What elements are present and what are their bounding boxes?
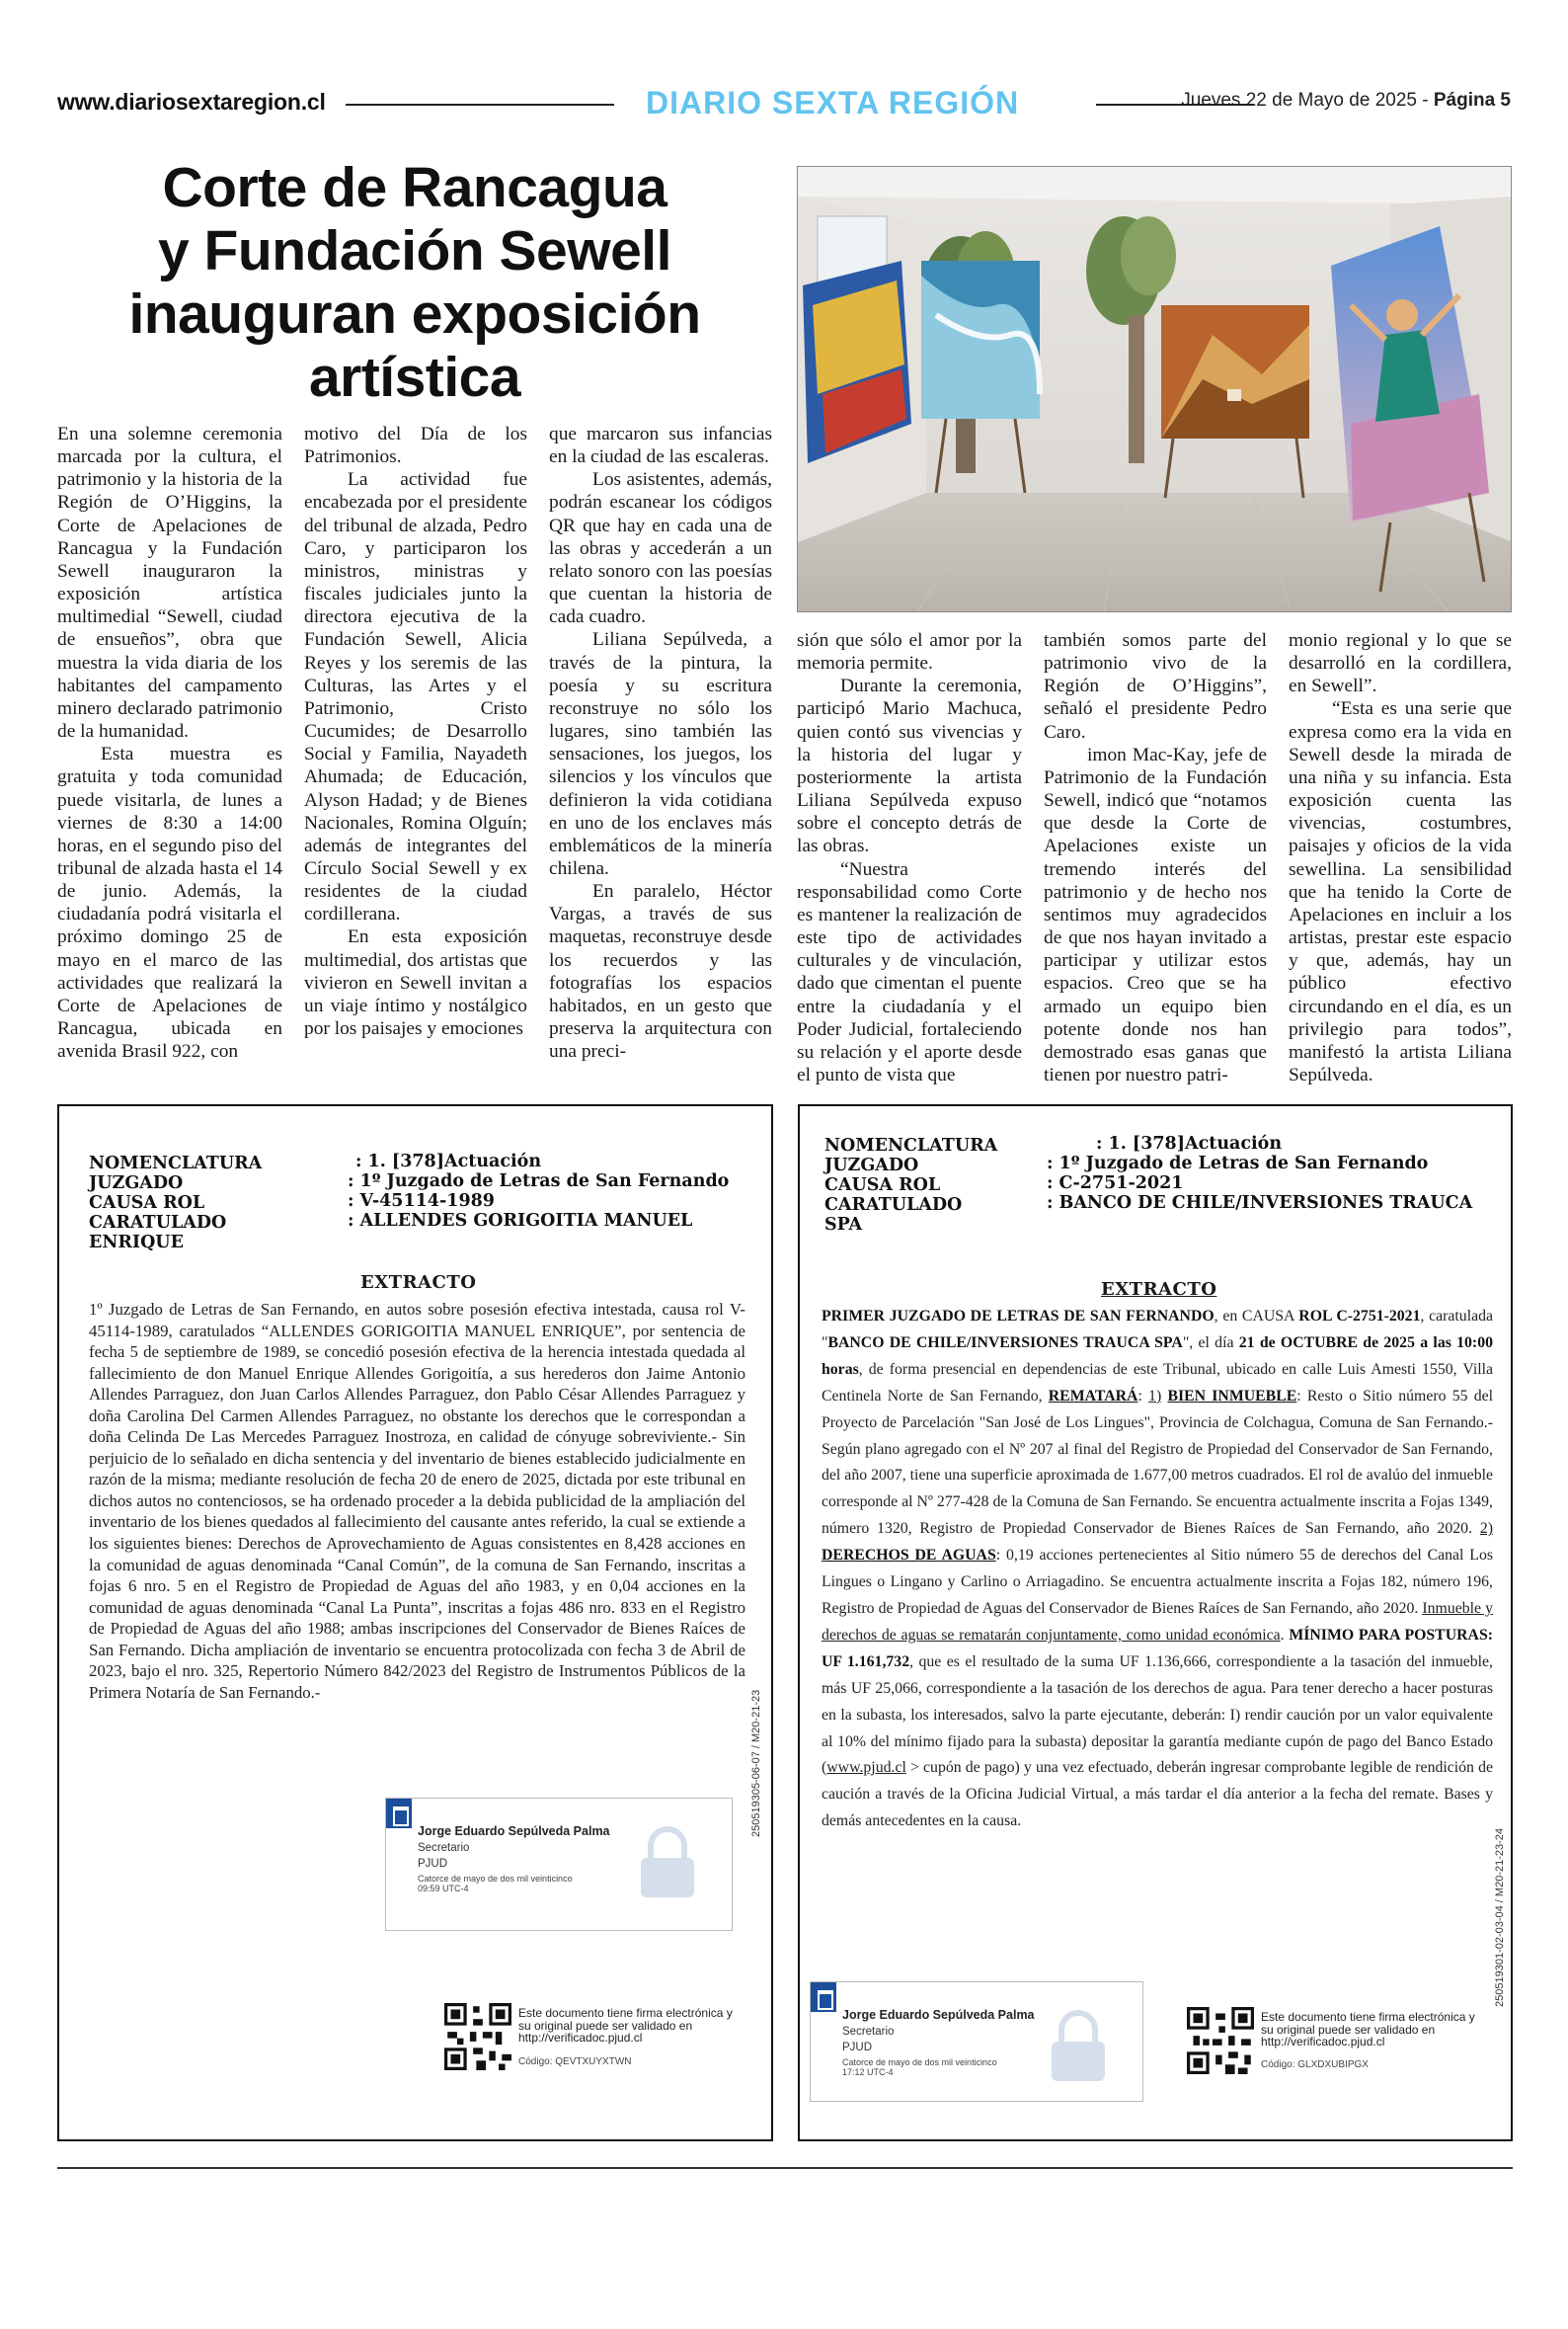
signer-role: Secretario xyxy=(418,1842,470,1854)
verification-code: Código: GLXDXUBIPGX xyxy=(1261,2059,1369,2070)
issue-date xyxy=(1181,90,1511,112)
notice-body-run: > cupón de pago) y una vez efectuado, deberán ingresar comprobante legible de rendición de caución a través de la Oficina Judicial Virtual, a más tardar el día anterior a la fecha del remate. Bases y demás antecedentes en la causa. xyxy=(822,1759,1493,1830)
notice-metadata xyxy=(824,1136,1496,1245)
notice-body-run: DERECHOS DE AGUAS xyxy=(822,1547,996,1565)
notice-title: EXTRACTO xyxy=(360,1272,477,1293)
notice-title: EXTRACTO xyxy=(1101,1279,1217,1300)
signer-org: PJUD xyxy=(842,2042,873,2053)
site-url[interactable]: www.diariosextaregion.cl xyxy=(57,89,326,115)
date-text: Jueves 22 de Mayo de 2025 - xyxy=(1181,90,1434,111)
meta-value: : ALLENDES GORIGOITIA MANUEL xyxy=(348,1211,693,1231)
notice-body-run: 1) xyxy=(1148,1387,1162,1405)
vertical-reference-code: 250519305-06-07 / M20-21-23 xyxy=(750,1689,762,1837)
meta-label: CARATULADO xyxy=(89,1213,227,1233)
paragraph: motivo del Día de los Patrimonios. xyxy=(304,424,527,468)
pjud-emblem-icon xyxy=(386,1799,412,1828)
pjud-emblem-icon xyxy=(811,1982,836,2012)
paragraph: Liliana Sepúlveda, a través de la pintura, la poesía y su escritura reconstruye no sólo los lugares, sino también las sensaciones, los juegos, los silencios y los vínculos que definieron la vida cotidiana en uno de los enclaves más emblemáticos de la minería chilena. xyxy=(549,629,772,879)
meta-value: : 1º Juzgado de Letras de San Fernando xyxy=(348,1171,730,1191)
meta-label: NOMENCLATURA xyxy=(824,1136,998,1156)
paragraph: monio regional y lo que se desarrolló en la cordillera, en Sewell”. xyxy=(1289,630,1512,697)
signature-timestamp: Catorce de mayo de dos mil veinticinco 09:59 UTC-4 xyxy=(418,1874,573,1893)
meta-label: CARATULADO xyxy=(824,1195,963,1215)
meta-label: CAUSA ROL xyxy=(824,1175,941,1195)
vertical-reference-code: 250519301-02-03-04 / M20-21-23-24 xyxy=(1494,1827,1506,2007)
notice-body: 1º Juzgado de Letras de San Fernando, en autos sobre posesión efectiva intestada, causa rol V-45114-1989, caratulados “ALLENDES GORIGOITIA MANUEL ENRIQUE”, por sentencia de fecha 5 de septiembre de 1989, se concedió posesión efectiva de la herencia intestada quedada al fallecimiento de don Manuel Enrique Allendes Gorigoitía, a sus herederos don Jaime Antonio Allendes Parraguez, don Juan Carlos Allendes Parraguez, don Pablo César Allendes Parraguez y doña Carolina Del Carmen Allendes Parraguez, no obstante los derechos que le correspondan a doña Celinda De Las Mercedes Parraguez Inostroza, en calidad de cónyuge sobreviviente.- Sin perjuicio de lo señalado en dicha sentencia y del inventario de bienes establecido judicialmente en razón de la misma; mediante resolución de fecha 20 de enero de 2025, dictada por este tribunal en dichos autos no contenciosos, se ha ordenado proceder a la debida publicidad de la ampliación del inventario de los bienes quedados al fallecimiento del causante antes referido, la cual se extiende a los siguientes bienes: Derechos de Aprovechamiento de Aguas consistentes en 8,428 acciones en la comunidad de aguas denominada “Canal Común”, de la comuna de San Fernando, inscritas a fojas 6 nro. 5 en el Registro de Propiedad de Aguas del año 1983, y en 0,04 acciones en la comunidad de aguas denominada “Canal La Punta”, inscritas a fojas 486 nro. 833 en el Registro de Propiedad de Aguas del año 1988; ambas inscripciones del Conservador de Bienes Raíces de San Fernando. Dicha ampliación de inventario se encuentra protocolizada con fecha 3 de Abril de 2023, bajo el nro. 325, Repertorio Número 842/2023 del Registro de Instrumentos Públicos de la Primera Notaría de San Fernando.- xyxy=(89,1300,745,1702)
electronic-signature xyxy=(385,1798,733,1931)
meta-value: : V-45114-1989 xyxy=(348,1191,495,1211)
meta-value: : 1º Juzgado de Letras de San Fernando xyxy=(1047,1154,1429,1173)
legal-notice-remate xyxy=(798,1104,1513,2141)
newspaper-brand: DIARIO SEXTA REGIÓN xyxy=(646,85,1020,120)
meta-value-continued: ENRIQUE xyxy=(89,1233,184,1252)
signer-name: Jorge Eduardo Sepúlveda Palma xyxy=(842,2008,1035,2022)
verification-qr-icon[interactable] xyxy=(444,2003,511,2070)
signature-timestamp: Catorce de mayo de dos mil veinticinco 17:12 UTC-4 xyxy=(842,2057,997,2077)
headline-line: artística xyxy=(308,346,521,409)
article-column-6 xyxy=(1289,629,1512,1086)
lock-icon xyxy=(633,1822,702,1901)
meta-label: NOMENCLATURA xyxy=(89,1154,263,1173)
paragraph: En una solemne ceremonia marcada por la cultura, el patrimonio y la historia de la Región de O’Higgins, la Corte de Apelaciones de Rancagua y la Fundación Sewell inauguraron la exposición artística multimedial “Sewell, ciudad de ensueños”, obra que muestra la vida diaria de los habitantes del campamento minero declarado patrimonio de la humanidad. xyxy=(57,424,282,743)
notice-body-run: 2) xyxy=(1479,1520,1493,1538)
page-header xyxy=(57,85,1511,124)
paragraph: que marcaron sus infancias en la ciudad de las escaleras. xyxy=(549,424,772,468)
notice-body-run: ROL C-2751-2021 xyxy=(1298,1308,1421,1325)
paragraph: Esta muestra es gratuita y toda comunidad puede visitarla, de lunes a viernes de 8:30 a 14:00 horas, en el segundo piso del tribunal de alzada hasta el 14 de junio. Además, la ciudadanía podrá visitarla el próximo domingo 25 de mayo en el marco de las actividades que realizará la Corte de Apelaciones de Rancagua, ubicada en avenida Brasil 922, con xyxy=(57,744,282,1063)
electronic-signature xyxy=(810,1981,1143,2102)
paragraph: Los asistentes, además, podrán escanear los códigos QR que hay en cada una de las obras y accederán a un relato sonoro con las poesías que cuentan la historia de cada cuadro. xyxy=(549,469,772,628)
article-column-2 xyxy=(304,423,527,1040)
notice-body-run: PRIMER JUZGADO DE LETRAS DE SAN FERNANDO xyxy=(822,1308,1215,1325)
page-bottom-rule xyxy=(57,2167,1513,2169)
notice-body-run: , caratulada " xyxy=(822,1308,1494,1351)
verification-qr-icon[interactable] xyxy=(1187,2007,1254,2074)
paragraph: En esta exposición multimedial, dos artistas que vivieron en Sewell invitan a un viaje íntimo y nostálgico por los paisajes y emociones xyxy=(304,926,527,1040)
notice-body-run: Inmueble y derechos de aguas se rematarán conjuntamente, como unidad económica xyxy=(822,1599,1493,1644)
headline-line: Corte de Rancagua xyxy=(162,156,667,219)
meta-label: JUZGADO xyxy=(824,1156,919,1175)
notice-body xyxy=(822,1304,1493,1835)
headline-line: y Fundación Sewell xyxy=(158,219,671,282)
meta-value: : 1. [378]Actuación xyxy=(1096,1134,1283,1154)
notice-body-run: : Resto o Sitio número 55 del Proyecto de Parcelación "San José de Los Lingues", Provincia de Colchagua, Comuna de San Fernando.- Según plano agregado con el Nº 207 al final del Registro de Propiedad del Conservador de San Fernando, del año 2007, tiene una superficie aproximada de 1.677,00 metros cuadrados. El rol de avalúo del inmueble corresponde al Nº 277-428 de la Comuna de San Fernando. Se encuentra actualmente inscrita a Fojas 1349, número 1320, Registro de Propiedad Conservador de Bienes Raíces de San Fernando, año 2020. xyxy=(822,1387,1494,1538)
signer-role: Secretario xyxy=(842,2026,895,2038)
verification-note: Este documento tiene firma electrónica y su original puede ser validado en http://verificadoc.pjud.cl xyxy=(518,2006,733,2045)
article-headline xyxy=(73,156,756,409)
notice-body-run: 21 de OCTUBRE de 2025 a las 10:00 horas xyxy=(822,1333,1493,1378)
paragraph: En paralelo, Héctor Vargas, a través de sus maquetas, reconstruye desde los recuerdos y las fotografías los espacios habitados, en un gesto que preserva la arquitectura con una preci- xyxy=(549,881,772,1063)
notice-body-run: : 0,19 acciones pertenecientes al Sitio número 55 de derechos del Canal Los Lingues o Lingano y Carlino o Arriagadino. Se encuentra actualmente inscrita a Fojas 182, número 196, Registro de Propiedad de Aguas del Conservador de Bienes Raíces de San Fernando, año 2020. xyxy=(822,1547,1493,1617)
page-number: Página 5 xyxy=(1433,90,1511,111)
verification-code: Código: QEVTXUYXTWN xyxy=(518,2056,632,2067)
notice-body-run: ", el día xyxy=(1182,1333,1239,1351)
signer-org: PJUD xyxy=(418,1858,448,1870)
signer-name: Jorge Eduardo Sepúlveda Palma xyxy=(418,1824,610,1838)
header-rule-left xyxy=(346,104,614,106)
meta-value: : 1. [378]Actuación xyxy=(355,1152,542,1171)
meta-label: JUZGADO xyxy=(89,1173,184,1193)
meta-value: : C-2751-2021 xyxy=(1047,1173,1184,1193)
legal-notice-posesion-efectiva xyxy=(57,1104,773,2141)
article-column-3 xyxy=(549,423,772,1063)
notice-body-run: , en CAUSA xyxy=(1214,1308,1299,1325)
meta-value: : BANCO DE CHILE/INVERSIONES TRAUCA xyxy=(1047,1193,1473,1213)
paragraph: también somos parte del patrimonio vivo de la Región de O’Higgins”, señaló el presidente Pedro Caro. xyxy=(1044,630,1267,743)
article-column-4 xyxy=(797,629,1022,1086)
meta-label: CAUSA ROL xyxy=(89,1193,205,1213)
notice-body-run: BIEN INMUEBLE xyxy=(1167,1387,1297,1405)
paragraph: “Esta es una serie que expresa como era la vida en Sewell desde la mirada de una niña y su infancia. Esta exposición cuenta las vivencias, costumbres, paisajes y oficios de la vida sewellina. La sensibilidad que ha tenido la Corte de Apelaciones en incluir a los artistas, prestar este espacio y que, además, hay un público efectivo circundando en el día, es un privilegio para todos”, manifestó la artista Liliana Sepúlveda. xyxy=(1289,698,1512,1085)
exhibition-photo xyxy=(797,166,1512,612)
meta-value-continued: SPA xyxy=(824,1215,863,1235)
notice-body-run: , de forma presencial en dependencias de este Tribunal, ubicado en calle Luis Amesti 1550, Villa Centinela Norte de San Fernando, xyxy=(822,1360,1493,1405)
notice-metadata xyxy=(89,1154,760,1262)
exhibition-photo-drawing xyxy=(798,167,1512,612)
paragraph: sión que sólo el amor por la memoria permite. xyxy=(797,630,1022,675)
notice-body-run: BANCO DE CHILE/INVERSIONES TRAUCA SPA xyxy=(827,1333,1183,1351)
verification-note: Este documento tiene firma electrónica y su original puede ser validado en http://verificadoc.pjud.cl xyxy=(1261,2010,1475,2048)
article-column-1 xyxy=(57,423,282,1063)
notice-body-run: www.pjud.cl xyxy=(826,1759,906,1777)
notice-body-run: MÍNIMO PARA POSTURAS: UF 1.161,732 xyxy=(822,1626,1493,1670)
headline-line: inauguran exposición xyxy=(128,282,701,346)
notice-body-run: , que es el resultado de la suma UF 1.136,666, correspondiente a la tasación del inmueble, más UF 25,066, correspondiente a la tasación de los derechos de agua. Para tener derecho a hacer posturas en la subasta, los interesados, salvo la parte ejecutante, deberán: I) rendir caución por un valor equivalente al 10% del mínimo fijado para la subasta) depositar la garantía mediante cupón de pago del Banco Estado ( xyxy=(822,1652,1494,1777)
lock-icon xyxy=(1044,2006,1113,2085)
notice-body-run: : xyxy=(1137,1387,1149,1405)
notice-body-run: . xyxy=(1280,1626,1290,1644)
paragraph: imon Mac-Kay, jefe de Patrimonio de la Fundación Sewell, indicó que “notamos que desde la Corte de Apelaciones existe un tremendo interés del patrimonio y de hecho nos sentimos muy agradecidos de que nos hayan invitado a participar y utilizar estos espacios. Creo que se ha armado un equipo bien potente donde nos han demostrado esas ganas que tienen por nuestro patri- xyxy=(1044,744,1267,1085)
article-column-5 xyxy=(1044,629,1267,1086)
paragraph: La actividad fue encabezada por el presidente del tribunal de alzada, Pedro Caro, y participaron los ministros, ministras y fiscales judiciales junto la directora ejecutiva de la Fundación Sewell, Alicia Reyes y los seremis de las Culturas, las Artes y el Patrimonio, Cristo Cucumides; de Desarrollo Social y Familia, Nayadeth Ahumada; de Educación, Alyson Hadad; y de Bienes Nacionales, Romina Olguín; además de integrantes del Círculo Social Sewell y ex residentes de la ciudad cordillerana. xyxy=(304,469,527,925)
notice-body-run: REMATARÁ xyxy=(1048,1387,1138,1405)
paragraph: “Nuestra responsabilidad como Corte es mantener la realización de este tipo de actividades culturales y de vinculación, dado que cimentan el puente entre la ciudadanía y el Poder Judicial, fortaleciendo su relación y el aporte desde el punto de vista que xyxy=(797,858,1022,1085)
paragraph: Durante la ceremonia, participó Mario Machuca, quien contó sus vivencias y la historia del lugar y posteriormente la artista Liliana Sepúlveda expuso sobre el concepto detrás de las obras. xyxy=(797,676,1022,857)
